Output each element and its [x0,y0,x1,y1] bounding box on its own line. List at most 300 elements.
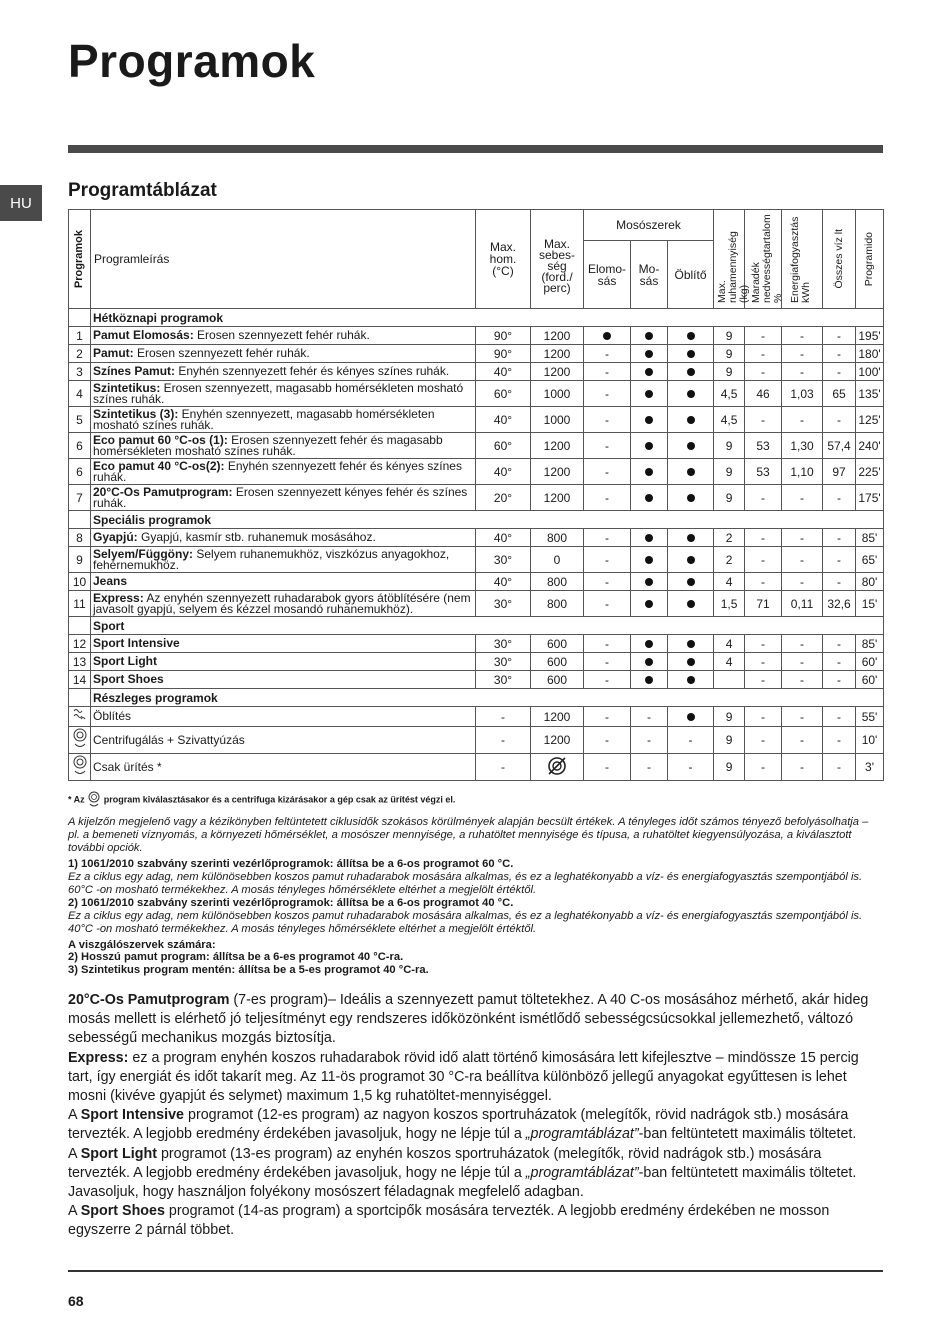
program-number: 1 [69,327,91,345]
residual-cell: - [745,485,782,511]
time-cell: 80' [856,573,884,591]
energy-cell: - [782,635,823,653]
wash-cell [631,547,668,573]
note-2-title: 2) 1061/2010 szabvány szerinti vezérlőprogramok: állítsa be a 6-os programot 40 °C. [68,897,514,909]
speed-cell: 800 [531,529,584,547]
temp-cell: 30° [476,547,531,573]
program-description: Express: Az enyhén szennyezett ruhadarabok gyors átöblítésére (nem javasolt gyapjú, selyem és kézzel mosandó ruhanemukhöz). [91,591,476,617]
program-number: 3 [69,363,91,381]
temp-cell: 90° [476,327,531,345]
prewash-cell: - [584,727,631,754]
time-cell: 15' [856,591,884,617]
col-header-residual: Maradék nedvességtartalom % [745,210,782,309]
speed-cell: 1200 [531,327,584,345]
desc-sport-intensive: A Sport Intensive programot (12-es program) az nagyon koszos sportruházatok (melegítők, rövid nadrágok stb.) mosására tervezték. A legjobb eredmény érdekében javasoljuk, hogy ne lépje túl a „programtáblázat”-ban feltüntetett maximális töltetet. [68,1107,857,1143]
energy-cell: - [782,327,823,345]
speed-cell: 1000 [531,407,584,433]
program-number: 9 [69,547,91,573]
energy-cell: - [782,363,823,381]
dot-icon [645,416,653,424]
temp-cell: 60° [476,381,531,407]
load-cell: 9 [714,485,745,511]
lab-title: A viszgálószervek számára: [68,939,216,951]
program-number: 13 [69,653,91,671]
dot-icon [645,442,653,450]
dot-icon [687,713,695,721]
residual-cell: - [745,653,782,671]
load-cell: 9 [714,327,745,345]
residual-cell: 46 [745,381,782,407]
energy-cell: 1,30 [782,433,823,459]
temp-cell: - [476,727,531,754]
col-header-water: Összes víz lt [823,210,856,309]
dot-icon [645,556,653,564]
water-cell: 32,6 [823,591,856,617]
energy-cell: - [782,529,823,547]
table-row [69,433,884,459]
temp-cell: 40° [476,459,531,485]
program-number: 5 [69,407,91,433]
table-row [69,345,884,363]
drain-only-icon [87,791,101,809]
wash-cell [631,485,668,511]
water-cell: 57,4 [823,433,856,459]
speed-cell: 1200 [531,345,584,363]
speed-cell: 800 [531,573,584,591]
col-header-softener: Öblítő [668,241,714,309]
residual-cell: - [745,573,782,591]
time-cell: 240' [856,433,884,459]
speed-cell: 1000 [531,381,584,407]
program-description: Csak ürítés * [91,754,476,781]
table-row [69,653,884,671]
drain-only-icon [72,755,88,780]
water-cell: - [823,671,856,689]
program-number: 8 [69,529,91,547]
residual-cell: - [745,671,782,689]
speed-cell: 1200 [531,433,584,459]
water-cell: - [823,327,856,345]
water-cell: 65 [823,381,856,407]
table-row [69,459,884,485]
speed-cell [531,754,584,781]
program-description: Eco pamut 60 °C-os (1): Erosen szennyezett fehér és magasabb homérsékleten mosható színes ruhák. [91,433,476,459]
water-cell: - [823,547,856,573]
program-icon-cell [69,707,91,727]
col-header-max-temp: Max. hom. (°C) [476,210,531,309]
program-number: 10 [69,573,91,591]
softener-cell [668,381,714,407]
section-title: Speciális programok [91,511,884,529]
softener-cell [668,433,714,459]
program-description: Centrifugálás + Szivattyúzás [91,727,476,754]
program-description: Sport Light [91,653,476,671]
program-description: Öblítés [91,707,476,727]
residual-cell: 53 [745,433,782,459]
dot-icon [687,442,695,450]
prewash-cell [584,327,631,345]
energy-cell: - [782,653,823,671]
program-description: Pamut: Erosen szennyezett fehér ruhák. [91,345,476,363]
softener-cell [668,363,714,381]
wash-cell [631,327,668,345]
dot-icon [687,332,695,340]
program-description: Selyem/Függöny: Selyem ruhanemukhöz, viszkózus anyagokhoz, fehérnemukhöz. [91,547,476,573]
dot-icon [603,332,611,340]
load-cell: 9 [714,433,745,459]
program-icon-cell [69,754,91,781]
residual-cell: - [745,327,782,345]
prewash-cell: - [584,363,631,381]
program-description: Sport Shoes [91,671,476,689]
temp-cell: 30° [476,635,531,653]
residual-cell: - [745,707,782,727]
lab-note-1: 2) Hosszú pamut program: állítsa be a 6-es programot 40 °C-ra. [68,951,404,963]
footnote-star: * Az program kiválasztásakor és a centrifuga kizárásakor a gép csak az ürítést végzi el. [68,791,455,809]
table-row [69,671,884,689]
prewash-cell: - [584,529,631,547]
prewash-cell: - [584,707,631,727]
water-cell: - [823,707,856,727]
dot-icon [645,390,653,398]
softener-cell [668,653,714,671]
water-cell: - [823,529,856,547]
program-number: 14 [69,671,91,689]
table-row [69,573,884,591]
load-cell: 4 [714,635,745,653]
wash-cell [631,433,668,459]
softener-cell: - [668,727,714,754]
temp-cell: 40° [476,363,531,381]
table-row [69,485,884,511]
temp-cell: 30° [476,591,531,617]
softener-cell [668,591,714,617]
dot-icon [645,658,653,666]
program-description: Eco pamut 40 °C-os(2): Enyhén szennyezett fehér és kényes színes ruhák. [91,459,476,485]
residual-cell: - [745,727,782,754]
softener-cell [668,485,714,511]
table-row [69,381,884,407]
prewash-cell: - [584,407,631,433]
program-description: Színes Pamut: Enyhén szennyezett fehér és kényes színes ruhák. [91,363,476,381]
section-row [69,309,884,327]
time-cell: 65' [856,547,884,573]
temp-cell: 40° [476,529,531,547]
wash-cell: - [631,727,668,754]
softener-cell [668,459,714,485]
residual-cell: - [745,547,782,573]
col-header-detergents: Mosószerek [584,210,714,241]
time-cell: 55' [856,707,884,727]
dot-icon [645,368,653,376]
table-row [69,754,884,781]
load-cell: 9 [714,363,745,381]
time-cell: 175' [856,485,884,511]
col-header-max-load: Max. ruhamennyiség (kg) [714,210,745,309]
dot-icon [687,658,695,666]
wash-cell [631,459,668,485]
speed-cell: 1200 [531,485,584,511]
temp-cell: 30° [476,671,531,689]
note-2-text: Ez a ciklus egy adag, nem különösebben koszos pamut ruhadarabok mosására alkalmas, és ez a leghatékonyabb a víz- és energiafogyasztás szempontjából is. 40°C -on mosható termékekhez. A mosás tényleges hőmérséklete eltérhet a megjelölt értéktől. [68,910,863,935]
energy-cell: - [782,727,823,754]
residual-cell: - [745,345,782,363]
speed-cell: 0 [531,547,584,573]
dot-icon [687,676,695,684]
load-cell: 4 [714,653,745,671]
dot-icon [687,416,695,424]
title-divider [68,145,883,153]
temp-cell: 40° [476,573,531,591]
temp-cell: 60° [476,433,531,459]
program-description: Szintetikus (3): Enyhén szennyezett, magasabb homérsékleten mosható színes ruhák. [91,407,476,433]
col-header-programok: Programok [69,210,91,309]
program-description: Sport Intensive [91,635,476,653]
energy-cell: - [782,707,823,727]
prewash-cell: - [584,381,631,407]
speed-cell: 800 [531,591,584,617]
load-cell: 9 [714,345,745,363]
water-cell: - [823,485,856,511]
speed-cell: 1200 [531,459,584,485]
wash-cell: - [631,707,668,727]
time-cell: 10' [856,727,884,754]
softener-cell [668,327,714,345]
softener-cell: - [668,754,714,781]
softener-cell [668,407,714,433]
dot-icon [687,468,695,476]
section-row [69,511,884,529]
dot-icon [645,350,653,358]
program-description: Szintetikus: Erosen szennyezett, magasabb homérsékleten mosható színes ruhák. [91,381,476,407]
water-cell: - [823,754,856,781]
residual-cell: - [745,529,782,547]
water-cell: - [823,653,856,671]
prewash-cell: - [584,653,631,671]
dot-icon [645,578,653,586]
wash-cell [631,529,668,547]
temp-cell: - [476,754,531,781]
speed-cell: 1200 [531,727,584,754]
wash-cell [631,653,668,671]
prewash-cell: - [584,635,631,653]
table-row [69,591,884,617]
load-cell: 2 [714,547,745,573]
desc-sport-light: A Sport Light programot (13-es program) az enyhén koszos sportruházatok (melegítők, rövid nadrágok stb.) mosására tervezték. A legjobb eredmény érdekében javasoljuk, hogy ne lépje túl a „programtáblázat”-ban feltüntetett maximális töltetet. Javasoljuk, hogy használjon folyékony mosószert féladagnak megfelelő adagban. [68,1145,857,1201]
wash-cell [631,671,668,689]
prewash-cell: - [584,345,631,363]
col-header-prewash: Elomo-sás [584,241,631,309]
softener-cell [668,345,714,363]
time-cell: 195' [856,327,884,345]
col-header-energy: Energiafogyasztás kWh [782,210,823,309]
section-title: Hétköznapi programok [91,309,884,327]
softener-cell [668,547,714,573]
program-description: Pamut Elomosás: Erosen szennyezett fehér ruhák. [91,327,476,345]
load-cell: 9 [714,707,745,727]
table-row [69,529,884,547]
program-table [68,209,884,781]
wash-cell [631,591,668,617]
water-cell: - [823,363,856,381]
dot-icon [645,600,653,608]
wash-cell [631,345,668,363]
col-header-time: Programido [856,210,884,309]
load-cell: 4 [714,573,745,591]
energy-cell: - [782,573,823,591]
load-cell: 9 [714,727,745,754]
time-cell: 135' [856,381,884,407]
prewash-cell: - [584,547,631,573]
load-cell [714,671,745,689]
dot-icon [645,332,653,340]
prewash-cell: - [584,754,631,781]
softener-cell [668,529,714,547]
load-cell: 1,5 [714,591,745,617]
residual-cell: - [745,363,782,381]
energy-cell: - [782,754,823,781]
wash-cell [631,573,668,591]
residual-cell: 71 [745,591,782,617]
program-number: 6 [69,433,91,459]
table-row [69,547,884,573]
table-row [69,707,884,727]
temp-cell: 90° [476,345,531,363]
time-cell: 100' [856,363,884,381]
dot-icon [645,468,653,476]
desc-express: Express: ez a program enyhén koszos ruhadarabok rövid idő alatt történő kimosására lett kifejlesztve – mindössze 15 percig tart, így energiát és időt takarít meg. Az 11-ös programot 30 °C-ra beállítva különböző jellegű anyagokat egyűttesen is lehet mosni (kivéve gyapjút és selymet) maximum 1,5 kg ruhatöltet-mennyiséggel. [68,1049,859,1105]
energy-cell: 0,11 [782,591,823,617]
desc-20c-cotton: 20°C-Os Pamutprogram (7-es program)– Ideális a szennyezett pamut töltetekhez. A 40 C-os mosásához mérhető, akár hideg mosás mellett is elérhető jó teljesítményt egy rendszeres időközönként ismétlődő sebességcsúcsokkal jellemezhető, változó sebességű mechanikus mozgás biztosítja. [68,992,869,1047]
energy-cell: - [782,547,823,573]
time-cell: 225' [856,459,884,485]
energy-cell: - [782,671,823,689]
lab-note-2: 3) Szintetikus program mentén: állítsa be a 5-es programot 40 °C-ra. [68,964,429,976]
page-title: Programok [68,35,316,87]
softener-cell [668,707,714,727]
energy-cell: - [782,407,823,433]
note-cycle-times: A kijelzőn megjelenő vagy a kézikönyben feltüntetett ciklusidők szokásos körülmények alapján becsült értékek. A tényleges időt számos tényező befolyásolhatja – pl. a bemeneti víznyomás, a környezeti hőmérséklet, a mosószer mennyisége, a ruhatöltet mennyisége és típusa, a ruhatöltet kiegyensúlyozása, a kiválasztott további opciók. [68,816,869,854]
water-cell: - [823,345,856,363]
section-title: Részleges programok [91,689,884,707]
note-1-text: Ez a ciklus egy adag, nem különösebben koszos pamut ruhadarabok mosására alkalmas, és ez a leghatékonyabb a víz- és energiafogyasztás szempontjából is. 60°C -on mosható termékekhez. A mosás tényleges hőmérséklete eltérhet a megjelölt értéktől. [68,871,863,896]
program-number: 2 [69,345,91,363]
table-row [69,363,884,381]
time-cell: 60' [856,653,884,671]
water-cell: 97 [823,459,856,485]
section-subtitle: Programtáblázat [68,180,217,201]
prewash-cell: - [584,573,631,591]
table-row [69,635,884,653]
speed-cell: 600 [531,635,584,653]
dot-icon [687,494,695,502]
spin-drain-icon [72,728,88,753]
water-cell: - [823,727,856,754]
footer-divider [68,1270,883,1272]
page-number: 68 [68,1293,84,1309]
dot-icon [687,556,695,564]
program-descriptions [68,991,883,1241]
col-header-wash: Mo-sás [631,241,668,309]
language-tab: HU [0,185,42,221]
dot-icon [687,534,695,542]
residual-cell: - [745,407,782,433]
dot-icon [687,390,695,398]
speed-cell: 1200 [531,363,584,381]
prewash-cell: - [584,485,631,511]
water-cell: - [823,573,856,591]
table-row [69,727,884,754]
section-title: Sport [91,617,884,635]
time-cell: 85' [856,529,884,547]
dot-icon [645,534,653,542]
load-cell: 9 [714,459,745,485]
load-cell: 4,5 [714,407,745,433]
dot-icon [645,676,653,684]
dot-icon [687,600,695,608]
wash-cell [631,635,668,653]
load-cell: 2 [714,529,745,547]
prewash-cell: - [584,433,631,459]
program-number: 12 [69,635,91,653]
table-row [69,327,884,345]
time-cell: 180' [856,345,884,363]
temp-cell: 40° [476,407,531,433]
speed-cell: 1200 [531,707,584,727]
energy-cell: - [782,485,823,511]
residual-cell: - [745,754,782,781]
energy-cell: 1,10 [782,459,823,485]
softener-cell [668,635,714,653]
temp-cell: 20° [476,485,531,511]
load-cell: 4,5 [714,381,745,407]
energy-cell: - [782,345,823,363]
load-cell: 9 [714,754,745,781]
prewash-cell: - [584,591,631,617]
rinse-icon [72,707,88,726]
col-header-max-speed: Max. sebes-ség (ford./ perc) [531,210,584,309]
wash-cell [631,381,668,407]
time-cell: 3' [856,754,884,781]
dot-icon [687,640,695,648]
program-description: Jeans [91,573,476,591]
prewash-cell: - [584,671,631,689]
temp-cell: - [476,707,531,727]
softener-cell [668,573,714,591]
wash-cell: - [631,754,668,781]
program-icon-cell [69,727,91,754]
no-spin-icon [546,755,568,780]
dot-icon [645,494,653,502]
softener-cell [668,671,714,689]
program-description: 20°C-Os Pamutprogram: Erosen szennyezett kényes fehér és színes ruhák. [91,485,476,511]
col-header-description: Programleírás [91,210,476,309]
table-row [69,407,884,433]
dot-icon [687,350,695,358]
time-cell: 125' [856,407,884,433]
time-cell: 85' [856,635,884,653]
program-number: 4 [69,381,91,407]
energy-cell: 1,03 [782,381,823,407]
section-row [69,689,884,707]
dot-icon [645,640,653,648]
program-number: 11 [69,591,91,617]
dot-icon [687,368,695,376]
program-number: 6 [69,459,91,485]
time-cell: 60' [856,671,884,689]
dot-icon [687,578,695,586]
residual-cell: - [745,635,782,653]
